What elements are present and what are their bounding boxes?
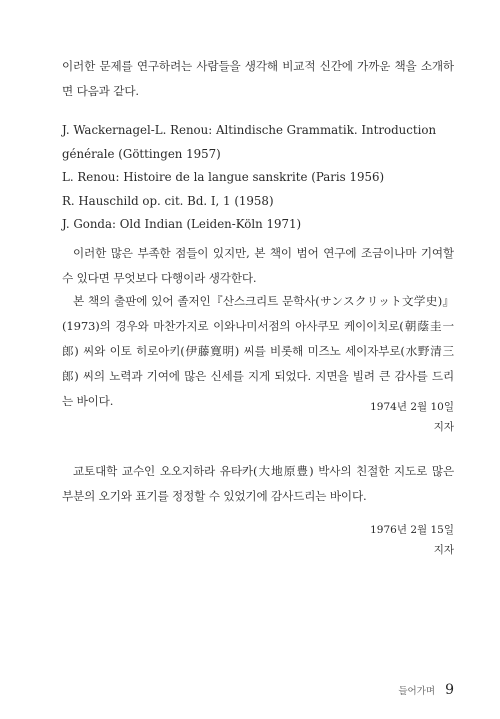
signature-author: 지자 <box>433 421 454 433</box>
body-paragraph-3: 교토대학 교수인 오오지하라 유타카(大地原豊) 박사의 친절한 지도로 많은 부분의 오기와 표기를 정정할 수 있었기에 감사드리는 바이다. <box>62 464 454 503</box>
page-footer <box>398 682 454 698</box>
signature-block-2 <box>370 520 454 560</box>
body-paragraph-2: 본 책의 출판에 있어 졸저인『산스크리트 문학사(サンスクリット文学史)』(1973)의 경우와 마찬가지로 이와나미서점의 아사쿠모 케이이치로(朝蔭圭一郎) 씨와 이토 히로아키(伊藤寛明) 씨를 비롯해 미즈노 세이자부로(水野清三郎) 씨의 노력과 기여에 많은 신세를 지게 되었다. 지면을 빌려 큰 감사를 드리는 바이다. <box>62 294 454 408</box>
intro-paragraph: 이러한 문제를 연구하려는 사람들을 생각해 비교적 신간에 가까운 책을 소개하면 다음과 같다. <box>62 59 454 98</box>
page-number: 9 <box>445 682 454 698</box>
signature-block-1 <box>370 397 454 437</box>
signature-date: 1974년 2월 10일 <box>370 401 454 413</box>
signature-author: 지자 <box>433 544 454 556</box>
signature-date: 1976년 2월 15일 <box>370 524 454 536</box>
bibliography-entry: J. Gonda: Old Indian (Leiden-Köln 1971) <box>62 217 302 231</box>
body-paragraph-1: 이러한 많은 부족한 점들이 있지만, 본 책이 범어 연구에 조금이나마 기여할 수 있다면 무엇보다 다행이라 생각한다. <box>62 246 454 285</box>
bibliography-list <box>62 119 454 237</box>
footer-section-title: 들어가며 <box>398 686 436 697</box>
bibliography-entry: J. Wackernagel-L. Renou: Altindische Grammatik. Introduction générale (Göttingen 1957) <box>62 123 437 161</box>
bibliography-entry: R. Hauschild op. cit. Bd. Ⅰ, 1 (1958) <box>62 193 274 208</box>
bibliography-entry: L. Renou: Histoire de la langue sanskrite (Paris 1956) <box>62 170 385 184</box>
